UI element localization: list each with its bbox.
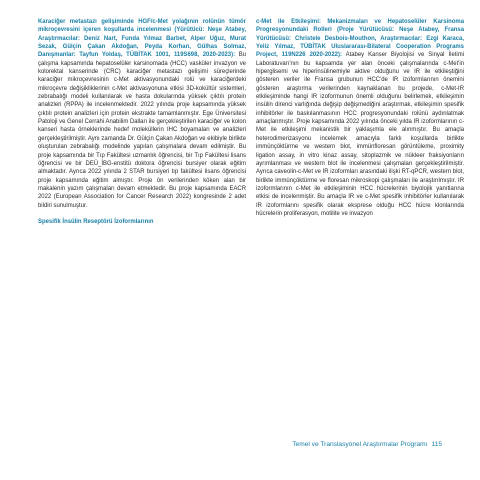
page-number: 115 xyxy=(431,441,442,448)
right-column xyxy=(256,18,464,442)
project-2-body: Atabey Kanser Biyolojisi ve Sinyal İletimi Laboratuvarı'nın bu kapsamda yer alan önceki çalışmalarında c-Met'in hiperglisemi ve hiperinsülinemiyle aktive olduğunu ve IR ile etkileştiğini gösteren veriler ile Fransa grubunun HCC'de IR izoformlarının önemini gösteren araştırma verilerinden kaynaklanan bu projede, c-Met-IR etkileşiminde hangi IR izoformunun önemli olduğunu belirlemek, etkileşimin insülin direnci varlığında değişip değişmediğini araştırmak, etkileşimin spesifik inhibitörler ile baskılanmasının HCC progresyonundaki rolünü aydınlatmak amaçlanmıştır. Proje kapsamında 2022 yılında önceki yılda IR izoformlarının c-Met ile etkileşimi mekanistik bir yaklaşımla ele alınmıştır. Bu amaçla heterodimerizasyonu incelemek amacıyla farklı koşullarda birlikte immünçöktürme ve western blot, immünfloresan görüntüleme, proximity ligation assay, in vitro kinaz assay, sitoplazmik ve nükleer fraksiyonların ayrımlanması ve western blot ile incelenmesi çalışmaları gerçekleştirilmiştir. Ayrıca caveolin-c-Met ve IR izoformları arasındaki ilişki RT-qPCR, western blot, birlikte immünçöktürme ve floresan mikroskopi çalışmaları ile araştırılmıştır. IR izoformlarının c-Met ile etkileşiminin HCC hücrelerinin biyolojik yanıtlarına etkisi de incelenmiştir. Bu amaçla IR ve c-Met spesifik inhibitörler kullanılarak IR izoformlarını spesifik olarak eksprese olduğu HCC hücre klonlarında hücrelerin proliferasyon, motilite ve invazyon xyxy=(256,52,464,217)
project-paragraph-2-start xyxy=(38,218,246,226)
left-column xyxy=(38,18,246,460)
project-2-heading-cont: c-Met ile Etkileşimi: Mekanizmaları ve Hepatoselüler Karsinoma Progresyonundaki Rolleri (Proje Yürütücüsü: Neşe Atabey, Fransa Yürütücüsü: Christele Desbois-Mouthon, Araştırmacılar: Ezgi Karaca, Yeliz Yılmaz, TÜBİTAK Uluslararası-Bilateral Cooperation Programs Project, 119N226 2020-2022): xyxy=(256,19,464,59)
page-footer xyxy=(280,441,442,448)
footer-section-title: Temel ve Translasyonel Araştırmalar Programı xyxy=(292,441,428,448)
project-1-body: Bu çalışma kapsamında hepatoselüler karsinomada (HCC) vasküler invazyon ve kolorektal kanserinde (CRC) karaciğer metastazı gelişimi süreçlerinde karaciğer mikroçevresinin c-Met aktivasyonundaki rolü ve karaciğerdeki mikroçevre değişikliklerinin c-Met aktivasyonuna etkisi 3D-kokültür sistemleri, zebrabalığı modeli kullanılarak ve hasta dokularında yüksek çıktılı protein analizleri (RPPA) ile incelenmektedir. 2022 yılında proje kapsamında yüksek çıktılı protein analizleri için protein ekstrakte tamamlanmıştır. Ege Üniversitesi Patoloji ve Genel Cerrahi Anabilim Dalları ile gerçekleştirilen karaciğer ve kolon kanseri hasta örneklerinde hedef moleküllerin IHC boyamaları ve analizleri gerçekleştirilmiştir. Aynı zamanda Dr. Gülçin Çakan Akdoğan ve ekibiyle birlikte oluşturulan zebrabalığı modelinde yapılan çalışmalara devam edilmiştir. Bu proje kapsamında bir Tıp Fakültesi uzmanlık öğrencisi, bir Tıp Fakültesi lisans öğrencisi ve bir DEÜ_İBG-enstitü doktora öğrencisi bursiyer olarak eğitim almaktadır. Ayrıca 2022 yılında 2 STAR bursiyeri tıp fakültesi lisans öğrencisi proje kapsamında eğitim almıştır. Proje ön verilerinden köken alan bir makalenin yazım çalışmaları devam etmektedir. Bu proje kapsamında EACR 2022 (European Association for Cancer Research 2022) kongresinde 2 adet bildiri sunulmuştur. xyxy=(38,52,246,209)
project-paragraph-2 xyxy=(256,18,464,218)
project-1-heading: Karaciğer metastazı gelişiminde HGF/c-Met yolağının rolünün tümör mikroçevresini içeren koşullarda incelenmesi (Yürütücü: Neşe Atabey, Araştırmacılar: Deniz Nart, Funda Yılmaz Barbet, Alper Uğuz, Murat Sezak, Gülçin Çakan Akdoğan, Peyda Korhan, Gülhas Solmaz, Danışmanlar: Tayfun Yoldaş, TÜBİTAK 1001, 119S698, 2020-2023): xyxy=(38,19,246,59)
project-paragraph-1 xyxy=(38,18,246,210)
project-2-heading-start: Spesifik İnsülin Reseptörü İzoformlarının xyxy=(38,218,154,225)
